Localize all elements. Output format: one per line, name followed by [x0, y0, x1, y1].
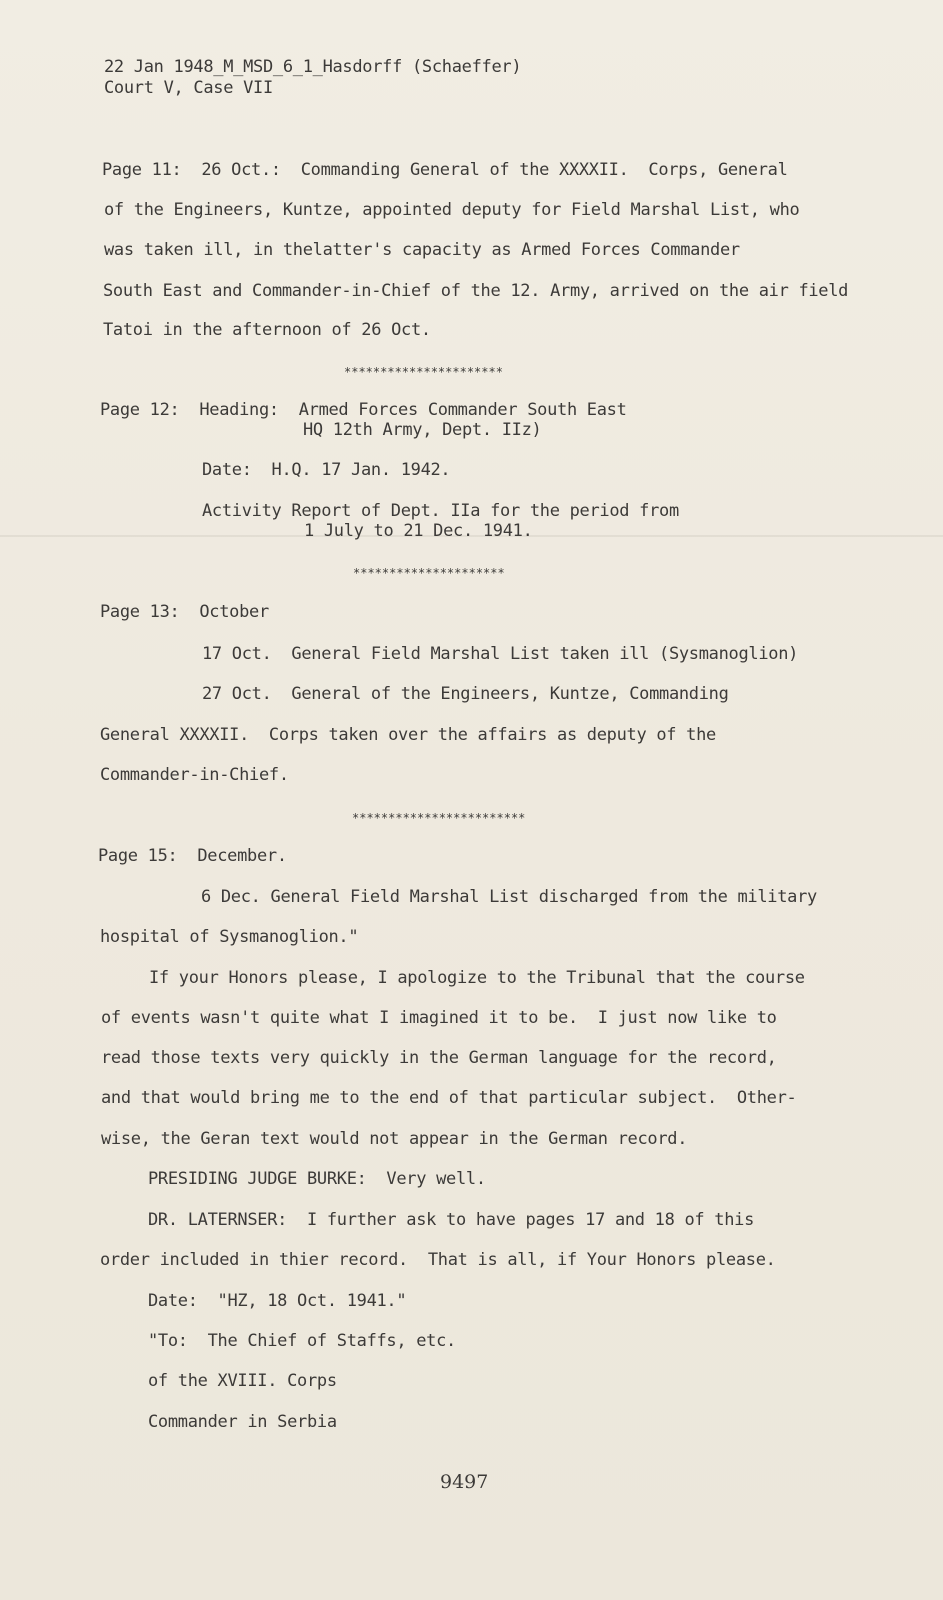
order-corps: of the XVIII. Corps [148, 1371, 337, 1391]
page15-line-2: 6 Dec. General Field Marshal List discharged from the military [201, 887, 817, 907]
separator-3: ************************ [352, 811, 526, 825]
page11-line-4: South East and Commander-in-Chief of the 12. Army, arrived on the air field [103, 281, 849, 301]
page13-line-4: General XXXXII. Corps taken over the affairs as deputy of the [100, 725, 716, 745]
statement-line-2: of events wasn't quite what I imagined it to be. I just now like to [101, 1008, 777, 1028]
order-to: "To: The Chief of Staffs, etc. [148, 1331, 456, 1351]
page13-line-3: 27 Oct. General of the Engineers, Kuntze, Commanding [202, 684, 729, 704]
order-date: Date: "HZ, 18 Oct. 1941." [148, 1291, 407, 1311]
header-line-1: 22 Jan 1948_M_MSD_6_1_Hasdorff (Schaeffer) [104, 57, 522, 77]
page11-line-3: was taken ill, in thelatter's capacity as Armed Forces Commander [104, 240, 740, 260]
page13-line-1: Page 13: October [100, 602, 269, 622]
header-line-2: Court V, Case VII [104, 78, 273, 98]
page12-activity-line-1: Activity Report of Dept. IIa for the period from [202, 501, 679, 521]
statement-line-3: read those texts very quickly in the German language for the record, [101, 1048, 777, 1068]
page11-line-5: Tatoi in the afternoon of 26 Oct. [103, 320, 431, 340]
page15-line-1: Page 15: December. [98, 846, 287, 866]
separator-2: ********************* [353, 566, 505, 580]
statement-line-4: and that would bring me to the end of that particular subject. Other- [101, 1088, 797, 1108]
page12-heading: Page 12: Heading: Armed Forces Commander South East [100, 400, 627, 420]
laternser-line-1: DR. LATERNSER: I further ask to have pages 17 and 18 of this [148, 1210, 755, 1230]
page15-line-3: hospital of Sysmanoglion." [100, 927, 359, 947]
page12-date: Date: H.Q. 17 Jan. 1942. [202, 460, 451, 480]
judge-line: PRESIDING JUDGE BURKE: Very well. [148, 1169, 486, 1189]
page11-line-2: of the Engineers, Kuntze, appointed deputy for Field Marshal List, who [104, 200, 800, 220]
page-number: 9497 [440, 1471, 489, 1493]
page13-line-5: Commander-in-Chief. [100, 765, 289, 785]
page11-line-1: Page 11: 26 Oct.: Commanding General of the XXXXII. Corps, General [102, 160, 788, 180]
statement-line-5: wise, the Geran text would not appear in the German record. [101, 1129, 688, 1149]
page12-heading-line-2: HQ 12th Army, Dept. IIz) [303, 420, 542, 440]
laternser-line-2: order included in thier record. That is all, if Your Honors please. [100, 1250, 776, 1270]
order-commander: Commander in Serbia [148, 1412, 337, 1432]
page13-line-2: 17 Oct. General Field Marshal List taken ill (Sysmanoglion) [202, 644, 799, 664]
statement-line-1: If your Honors please, I apologize to the Tribunal that the course [149, 968, 805, 988]
separator-1: ********************** [344, 365, 503, 379]
page12-activity-line-2: 1 July to 21 Dec. 1941. [304, 521, 533, 541]
